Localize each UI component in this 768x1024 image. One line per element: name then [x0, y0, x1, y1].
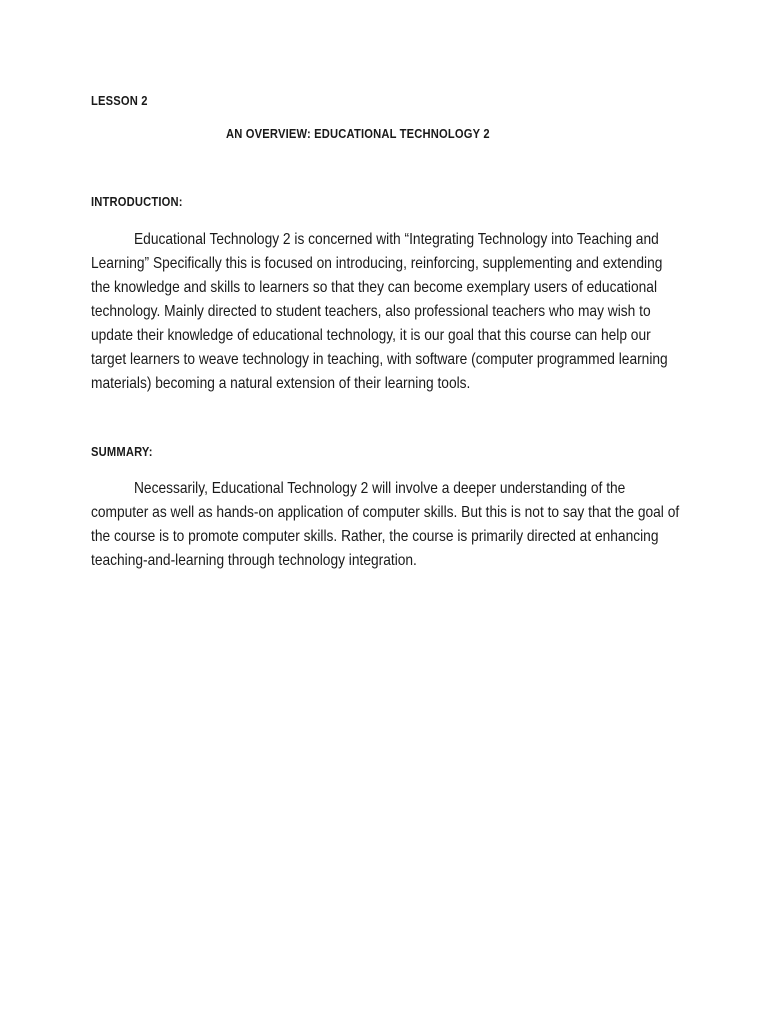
introduction-paragraph: Educational Technology 2 is concerned with “Integrating Technology into Teaching and Learning” Specifically this is focused on introducing, reinforcing, supplementing and extending the knowledge and skills to learners so that they can become exemplary users of educational technology. Mainly directed to student teachers, also professional teachers who may wish to update their knowledge of educational technology, it is our goal that this course can help our target learners to weave technology in teaching, with software (computer programmed learning materials) becoming a natural extension of their learning tools.: [91, 231, 668, 392]
summary-paragraph: Necessarily, Educational Technology 2 will involve a deeper understanding of the computer as well as hands-on application of computer skills. But this is not to say that the goal of the course is to promote computer skills. Rather, the course is primarily directed at enhancing teaching-and-learning through technology integration.: [91, 480, 680, 569]
introduction-heading: INTRODUCTION:: [91, 194, 183, 209]
lesson-label: LESSON 2: [91, 93, 148, 108]
page-title: AN OVERVIEW: EDUCATIONAL TECHNOLOGY 2: [226, 126, 490, 141]
summary-heading: SUMMARY:: [91, 444, 153, 459]
